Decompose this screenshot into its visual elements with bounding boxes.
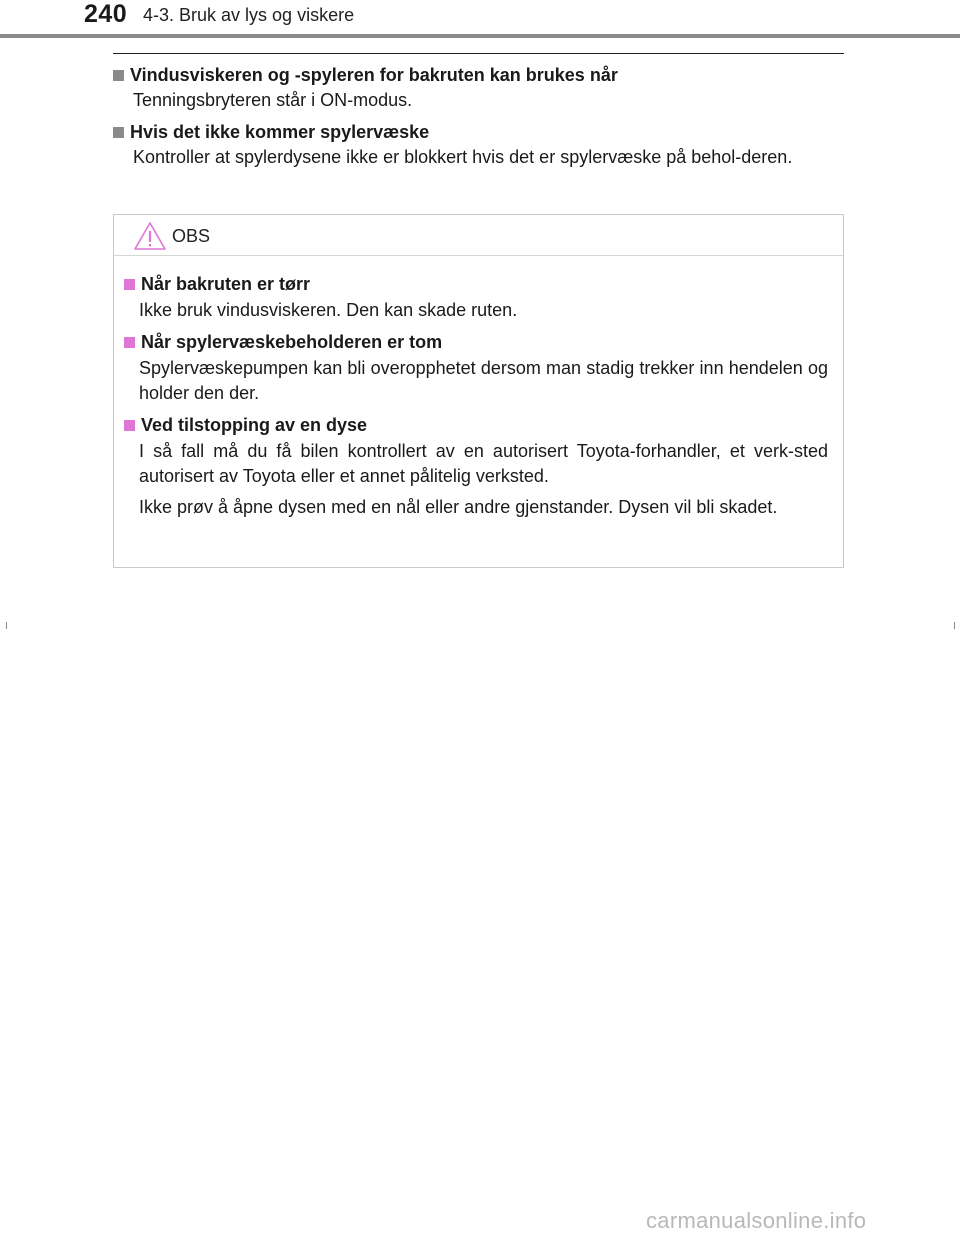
header-rule: [0, 34, 960, 38]
section-title: 4-3. Bruk av lys og viskere: [143, 5, 355, 25]
page-number: 240: [84, 0, 128, 28]
square-bullet-icon: [113, 127, 124, 138]
watermark: carmanualsonline.info: [646, 1208, 867, 1233]
notice-heading: Når bakruten er tørr: [141, 274, 311, 294]
content-rule: [113, 53, 844, 54]
notice-text: Spylervæskepumpen kan bli overopphetet dersom man stadig trekker inn hendelen og holder den der.: [139, 358, 828, 403]
item-heading: Vindusviskeren og -spyleren for bakruten kan brukes når: [130, 65, 618, 85]
notice-item: [124, 412, 828, 520]
info-item: [113, 119, 844, 170]
square-bullet-icon: [113, 70, 124, 81]
notice-heading: Når spylervæskebeholderen er tom: [141, 332, 443, 352]
main-content: [113, 62, 844, 176]
notice-content: [114, 256, 843, 520]
square-bullet-icon: [124, 420, 135, 431]
square-bullet-icon: [124, 337, 135, 348]
item-text: Kontroller at spylerdysene ikke er blokkert hvis det er spylervæske på behol-deren.: [133, 147, 793, 167]
info-item: [113, 62, 844, 113]
crop-mark: [954, 622, 955, 629]
warning-triangle-icon: [133, 221, 167, 251]
notice-heading: Ved tilstopping av en dyse: [141, 415, 368, 435]
item-text: Tenningsbryteren står i ON-modus.: [133, 90, 413, 110]
notice-text: I så fall må du få bilen kontrollert av en autorisert Toyota-forhandler, et verk-sted autorisert av Toyota eller et annet pålitelig verksted.: [139, 441, 828, 486]
square-bullet-icon: [124, 279, 135, 290]
notice-item: [124, 329, 828, 406]
notice-label: OBS: [172, 226, 211, 246]
item-heading: Hvis det ikke kommer spylervæske: [130, 122, 430, 142]
notice-text: Ikke prøv å åpne dysen med en nål eller andre gjenstander. Dysen vil bli skadet.: [139, 497, 778, 517]
crop-mark: [6, 622, 7, 629]
notice-item: [124, 271, 828, 323]
notice-box: [113, 214, 844, 568]
notice-header: [114, 215, 843, 256]
notice-text: Ikke bruk vindusviskeren. Den kan skade ruten.: [139, 300, 518, 320]
